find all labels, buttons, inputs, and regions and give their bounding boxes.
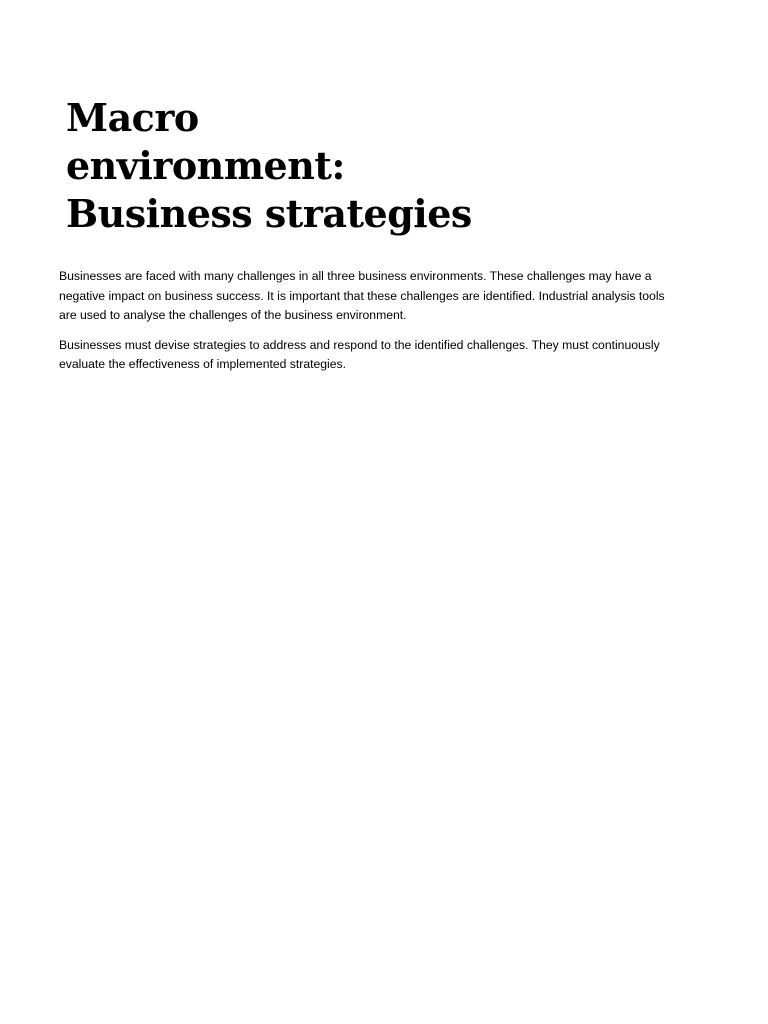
paragraph-2-line-1: Businesses must devise strategies to address and respond to the identified challenges. They must continuously — [59, 337, 660, 352]
paragraph-1-line-3: are used to analyse the challenges of the business environment. — [59, 308, 407, 322]
paragraph-strategies — [59, 336, 709, 375]
title-line-1: Macro — [66, 95, 199, 140]
paragraph-2-line-2: evaluate the effectiveness of implemented strategies. — [59, 357, 347, 371]
body-text — [59, 267, 709, 385]
title-line-3: Business strategies — [66, 191, 472, 236]
paragraph-challenges — [59, 267, 709, 326]
page-title — [66, 94, 686, 238]
paragraph-1-line-2: negative impact on business success. It is important that these challenges are identified. Industrial analysis tools — [59, 288, 665, 303]
paragraph-1-line-1: Businesses are faced with many challenges in all three business environments. These challenges may have a — [59, 269, 652, 283]
title-line-2: environment: — [66, 143, 345, 188]
